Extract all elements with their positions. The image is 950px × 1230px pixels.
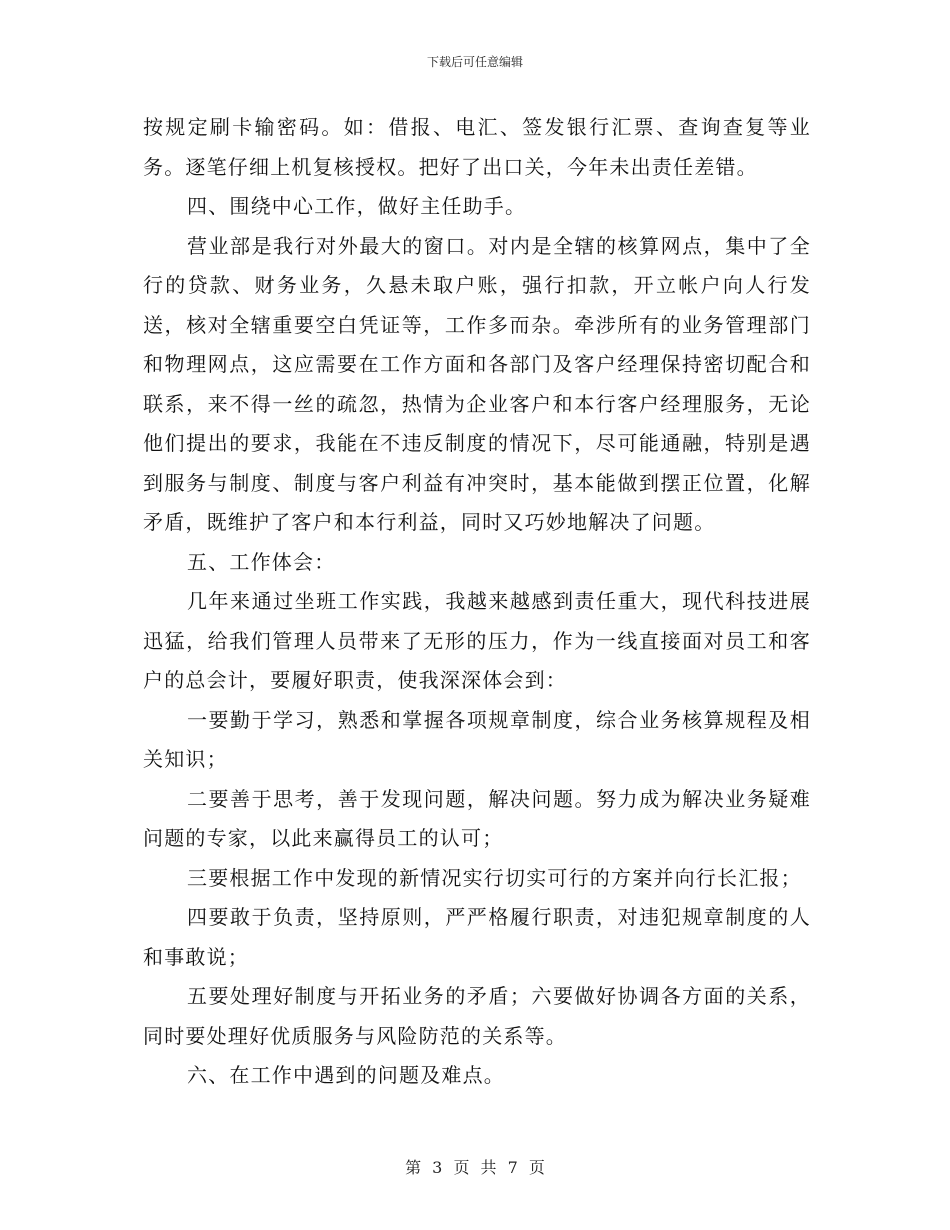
- page-number: 第 3 页 共 7 页: [405, 1158, 545, 1177]
- list-item-5-6: 五要处理好制度与开拓业务的矛盾；六要做好协调各方面的关系，同时要处理好优质服务与风险防范的关系等。: [143, 984, 811, 1048]
- list-item-4: 四要敢于负责，坚持原则，严严格履行职责，对违犯规章制度的人和事敢说；: [143, 905, 811, 969]
- section-heading-4: 四、围绕中心工作，做好主任助手。: [187, 194, 527, 218]
- list-item-2: 二要善于思考，善于发现问题，解决问题。努力成为解决业务疑难问题的专家，以此来赢得员工的认可；: [143, 786, 811, 850]
- paragraph-1: 按规定刷卡输密码。如：借报、电汇、签发银行汇票、查询查复等业务。逐笔仔细上机复核授权。把好了出口关，今年未出责任差错。: [143, 115, 811, 179]
- paragraph-business-department: 营业部是我行对外最大的窗口。对内是全辖的核算网点，集中了全行的贷款、财务业务，久悬未取户账，强行扣款，开立帐户向人行发送，核对全辖重要空白凭证等，工作多而杂。牵涉所有的业务管理部门和物理网点，这应需要在工作方面和各部门及客户经理保持密切配合和联系，来不得一丝的疏忽，热情为企业客户和本行客户经理服务，无论他们提出的要求，我能在不违反制度的情况下，尽可能通融，特别是遇到服务与制度、制度与客户利益有冲突时，基本能做到摆正位置，化解矛盾，既维护了客户和本行利益，同时又巧妙地解决了问题。: [143, 233, 811, 534]
- section-heading-5: 五、工作体会：: [187, 549, 336, 574]
- list-item-3: 三要根据工作中发现的新情况实行切实可行的方案并向行长汇报；: [187, 865, 802, 890]
- document-body: [143, 108, 811, 1096]
- list-item-1: 一要勤于学习，熟悉和掌握各项规章制度，综合业务核算规程及相关知识；: [143, 707, 811, 771]
- paragraph-experience-intro: 几年来通过坐班工作实践，我越来越感到责任重大，现代科技进展迅猛，给我们管理人员带来了无形的压力，作为一线直接面对员工和客户的总会计，要履好职责，使我深深体会到：: [143, 589, 811, 692]
- section-heading-6: 六、在工作中遇到的问题及难点。: [187, 1063, 505, 1087]
- page-header: 下载后可任意编辑: [426, 55, 523, 69]
